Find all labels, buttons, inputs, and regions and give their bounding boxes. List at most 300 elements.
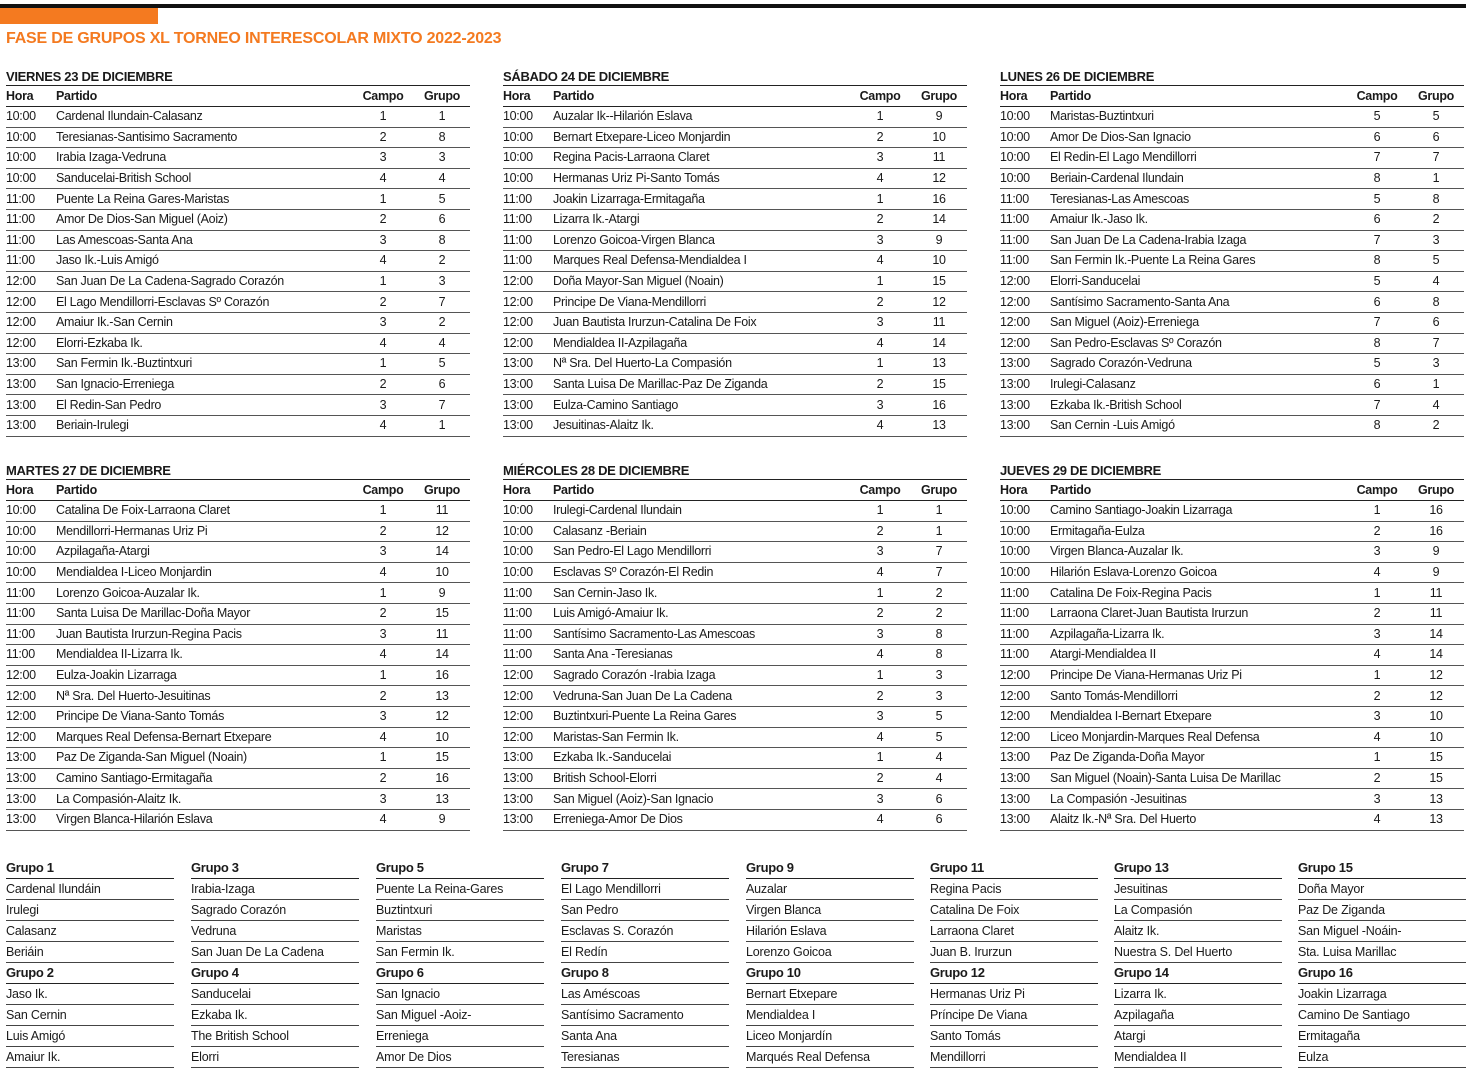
cell-campo: 4 [352,809,414,830]
cell-hora: 12:00 [1000,312,1050,333]
header-campo: Campo [1346,86,1408,107]
table-row [503,521,967,542]
table-row [503,374,967,395]
cell-partido: Amor De Dios-San Miguel (Aoiz) [56,209,352,230]
cell-partido: Elorri-Ezkaba Ik. [56,333,352,354]
header-campo: Campo [352,480,414,501]
group-item: Ezkaba Ik. [191,1005,359,1026]
cell-campo: 2 [849,292,911,313]
group-block [6,963,174,1068]
cell-hora: 13:00 [503,415,553,436]
cell-grupo: 7 [414,395,470,416]
table-row [503,809,967,830]
cell-grupo: 16 [414,665,470,686]
cell-hora: 12:00 [6,271,56,292]
cell-partido: Erreniega-Amor De Dios [553,809,849,830]
table-row [6,686,470,707]
cell-hora: 12:00 [503,727,553,748]
table-row [6,748,470,769]
cell-partido: Jaso Ik.-Luis Amigó [56,251,352,272]
table-row [1000,374,1464,395]
table-row [503,292,967,313]
group-item: San Fermin Ik. [376,942,544,963]
cell-grupo: 15 [1408,748,1464,769]
cell-hora: 11:00 [1000,189,1050,210]
cell-grupo: 13 [414,789,470,810]
table-row [1000,395,1464,416]
group-title: Grupo 3 [191,860,239,875]
top-rule [0,4,1466,8]
table-row [1000,189,1464,210]
cell-hora: 10:00 [6,168,56,189]
cell-grupo: 13 [911,354,967,375]
cell-partido: Principe De Viana-Santo Tomás [56,706,352,727]
cell-campo: 2 [1346,768,1408,789]
group-item: El Redín [561,942,729,963]
cell-campo: 1 [849,748,911,769]
table-row [1000,768,1464,789]
cell-hora: 13:00 [1000,395,1050,416]
cell-partido: Hilarión Eslava-Lorenzo Goicoa [1050,562,1346,583]
cell-partido: British School-Elorri [553,768,849,789]
cell-partido: El Lago Mendillorri-Esclavas Sº Corazón [56,292,352,313]
cell-partido: Beriain-Cardenal Ilundain [1050,168,1346,189]
table-row [503,415,967,436]
cell-hora: 12:00 [1000,292,1050,313]
cell-campo: 4 [1346,809,1408,830]
cell-grupo: 3 [1408,354,1464,375]
table-row [1000,127,1464,148]
cell-partido: Marques Real Defensa-Mendialdea I [553,251,849,272]
cell-partido: Hermanas Uriz Pi-Santo Tomás [553,168,849,189]
cell-campo: 1 [352,271,414,292]
cell-hora: 13:00 [6,374,56,395]
cell-campo: 1 [1346,583,1408,604]
group-item: El Lago Mendillorri [561,878,729,900]
cell-partido: Irabia Izaga-Vedruna [56,148,352,169]
group-item: Erreniega [376,1026,544,1047]
cell-campo: 4 [849,809,911,830]
cell-partido: San Cernin-Jaso Ik. [553,583,849,604]
cell-partido: Ezkaba Ik.-Sanducelai [553,748,849,769]
cell-partido: Liceo Monjardin-Marques Real Defensa [1050,727,1346,748]
cell-grupo: 16 [1408,501,1464,522]
table-row [503,727,967,748]
group-column [191,858,359,1068]
header-hora: Hora [503,480,553,501]
cell-campo: 1 [352,107,414,128]
group-item: Sagrado Corazón [191,900,359,921]
cell-partido: Azpilagaña-Atargi [56,542,352,563]
cell-hora: 12:00 [6,665,56,686]
cell-grupo: 4 [1408,395,1464,416]
table-row [1000,148,1464,169]
cell-grupo: 14 [414,645,470,666]
table-row [6,645,470,666]
group-title: Grupo 7 [561,860,609,875]
cell-partido: Sagrado Corazón -Irabia Izaga [553,665,849,686]
table-row [6,107,470,128]
cell-hora: 10:00 [1000,501,1050,522]
cell-hora: 10:00 [1000,521,1050,542]
cell-hora: 13:00 [6,748,56,769]
group-item: Beriáin [6,942,174,963]
table-row [1000,562,1464,583]
schedule-table [6,85,470,437]
cell-hora: 11:00 [503,645,553,666]
cell-hora: 11:00 [6,230,56,251]
table-row [6,251,470,272]
cell-hora: 10:00 [6,127,56,148]
cell-campo: 3 [1346,624,1408,645]
group-item: Joakin Lizarraga [1298,983,1466,1005]
cell-partido: Santo Tomás-Mendillorri [1050,686,1346,707]
cell-campo: 3 [352,542,414,563]
table-row [503,583,967,604]
cell-partido: Luis Amigó-Amaiur Ik. [553,603,849,624]
table-row [6,415,470,436]
table-row [503,333,967,354]
group-title: Grupo 4 [191,965,239,980]
group-item: Alaitz Ik. [1114,921,1282,942]
group-item: Nuestra S. Del Huerto [1114,942,1282,963]
group-item: San Ignacio [376,983,544,1005]
schedule-table [503,479,967,831]
table-row [6,809,470,830]
cell-partido: Joakin Lizarraga-Ermitagaña [553,189,849,210]
day-schedule [6,462,470,831]
header-partido: Partido [56,480,352,501]
group-item: Virgen Blanca [746,900,914,921]
cell-grupo: 1 [1408,374,1464,395]
cell-hora: 13:00 [503,374,553,395]
cell-grupo: 10 [1408,727,1464,748]
group-item: Eulza [1298,1047,1466,1068]
group-item: San Juan De La Cadena [191,942,359,963]
group-item: Teresianas [561,1047,729,1068]
header-hora: Hora [1000,86,1050,107]
cell-grupo: 12 [911,292,967,313]
cell-partido: Irulegi-Calasanz [1050,374,1346,395]
group-item: Regina Pacis [930,878,1098,900]
cell-grupo: 6 [911,809,967,830]
group-title: Grupo 11 [930,860,984,875]
cell-campo: 4 [352,727,414,748]
cell-partido: San Miguel (Aoiz)-San Ignacio [553,789,849,810]
cell-grupo: 16 [414,768,470,789]
group-block [746,858,914,963]
cell-partido: Bernart Etxepare-Liceo Monjardin [553,127,849,148]
cell-partido: Elorri-Sanducelai [1050,271,1346,292]
group-item: Mendialdea II [1114,1047,1282,1068]
cell-grupo: 2 [414,251,470,272]
cell-partido: Catalina De Foix-Regina Pacis [1050,583,1346,604]
cell-campo: 2 [849,686,911,707]
cell-grupo: 10 [1408,706,1464,727]
table-row [1000,542,1464,563]
cell-campo: 7 [1346,395,1408,416]
group-item: Las Améscoas [561,983,729,1005]
group-column [376,858,544,1068]
table-row [503,748,967,769]
cell-hora: 13:00 [1000,748,1050,769]
cell-partido: Santa Luisa De Marillac-Paz De Ziganda [553,374,849,395]
cell-campo: 5 [1346,189,1408,210]
group-title: Grupo 16 [1298,965,1353,980]
table-row [1000,748,1464,769]
table-row [503,230,967,251]
cell-partido: Mendialdea II-Azpilagaña [553,333,849,354]
cell-campo: 3 [849,230,911,251]
cell-grupo: 4 [911,768,967,789]
cell-hora: 12:00 [503,706,553,727]
group-item: Sta. Luisa Marillac [1298,942,1466,963]
cell-partido: Santa Ana -Teresianas [553,645,849,666]
day-title: LUNES 26 DE DICIEMBRE [1000,69,1155,84]
cell-hora: 12:00 [6,686,56,707]
cell-campo: 7 [1346,230,1408,251]
table-row [6,624,470,645]
cell-hora: 12:00 [6,706,56,727]
table-row [503,542,967,563]
table-row [1000,354,1464,375]
cell-hora: 11:00 [503,603,553,624]
group-item: Ermitagaña [1298,1026,1466,1047]
cell-hora: 12:00 [1000,271,1050,292]
group-item: Cardenal Ilundáin [6,878,174,900]
cell-hora: 13:00 [1000,415,1050,436]
cell-partido: Camino Santiago-Joakin Lizarraga [1050,501,1346,522]
table-row [6,271,470,292]
cell-hora: 13:00 [1000,354,1050,375]
cell-campo: 4 [352,645,414,666]
cell-campo: 8 [1346,415,1408,436]
cell-hora: 10:00 [503,168,553,189]
table-row [503,624,967,645]
cell-hora: 11:00 [1000,209,1050,230]
cell-campo: 8 [1346,251,1408,272]
page-title: FASE DE GRUPOS XL TORNEO INTERESCOLAR MIXTO 2022-2023 [6,30,502,47]
cell-campo: 2 [849,127,911,148]
cell-campo: 1 [849,583,911,604]
table-row [6,603,470,624]
group-item: San Miguel -Noáin- [1298,921,1466,942]
cell-campo: 1 [352,665,414,686]
group-item: Mendillorri [930,1047,1098,1068]
cell-hora: 10:00 [6,521,56,542]
cell-grupo: 8 [911,624,967,645]
cell-grupo: 4 [911,748,967,769]
schedule-table [503,85,967,437]
group-item: Esclavas S. Corazón [561,921,729,942]
cell-hora: 10:00 [503,127,553,148]
cell-partido: Juan Bautista Irurzun-Catalina De Foix [553,312,849,333]
cell-hora: 10:00 [1000,562,1050,583]
cell-grupo: 3 [911,686,967,707]
cell-campo: 4 [849,251,911,272]
cell-hora: 13:00 [6,354,56,375]
group-item: Luis Amigó [6,1026,174,1047]
cell-partido: San Ignacio-Erreniega [56,374,352,395]
cell-grupo: 9 [911,107,967,128]
cell-campo: 4 [849,415,911,436]
cell-grupo: 1 [414,107,470,128]
table-row [6,209,470,230]
schedule-table [1000,85,1464,437]
group-column [1298,858,1466,1068]
table-row [503,501,967,522]
cell-grupo: 11 [1408,603,1464,624]
cell-hora: 12:00 [6,727,56,748]
cell-grupo: 9 [1408,562,1464,583]
cell-campo: 3 [849,789,911,810]
cell-grupo: 1 [1408,168,1464,189]
cell-hora: 12:00 [6,333,56,354]
cell-campo: 4 [1346,645,1408,666]
cell-hora: 11:00 [1000,624,1050,645]
group-title: Grupo 2 [6,965,54,980]
cell-hora: 10:00 [6,501,56,522]
cell-campo: 2 [1346,521,1408,542]
cell-partido: San Cernin -Luis Amigó [1050,415,1346,436]
group-column [561,858,729,1068]
header-partido: Partido [553,480,849,501]
cell-partido: San Fermin Ik.-Buztintxuri [56,354,352,375]
group-block [191,963,359,1068]
cell-partido: Eulza-Camino Santiago [553,395,849,416]
cell-campo: 1 [352,748,414,769]
cell-partido: Maristas-Buztintxuri [1050,107,1346,128]
cell-partido: Calasanz -Beriain [553,521,849,542]
cell-grupo: 7 [911,542,967,563]
group-column [1114,858,1282,1068]
table-row [503,251,967,272]
header-grupo: Grupo [1408,480,1464,501]
table-row [1000,168,1464,189]
cell-grupo: 6 [911,789,967,810]
table-row [6,148,470,169]
group-block [376,963,544,1068]
cell-partido: El Redin-El Lago Mendillorri [1050,148,1346,169]
group-item: Liceo Monjardín [746,1026,914,1047]
group-item: Maristas [376,921,544,942]
cell-partido: Las Amescoas-Santa Ana [56,230,352,251]
cell-hora: 12:00 [6,312,56,333]
cell-hora: 12:00 [1000,706,1050,727]
cell-campo: 3 [352,789,414,810]
table-row [503,127,967,148]
cell-campo: 2 [352,686,414,707]
cell-partido: Auzalar Ik--Hilarión Eslava [553,107,849,128]
cell-grupo: 11 [911,312,967,333]
header-accent-bar [0,8,158,24]
cell-hora: 11:00 [6,189,56,210]
cell-grupo: 8 [414,127,470,148]
cell-grupo: 16 [1408,521,1464,542]
cell-hora: 10:00 [503,148,553,169]
cell-partido: El Redin-San Pedro [56,395,352,416]
cell-campo: 4 [352,251,414,272]
cell-campo: 7 [1346,312,1408,333]
cell-campo: 1 [1346,501,1408,522]
cell-hora: 10:00 [503,542,553,563]
cell-hora: 13:00 [503,354,553,375]
group-block [1298,858,1466,963]
cell-grupo: 12 [911,168,967,189]
cell-campo: 3 [849,148,911,169]
table-row [503,395,967,416]
cell-grupo: 5 [1408,107,1464,128]
cell-hora: 13:00 [503,809,553,830]
group-title: Grupo 5 [376,860,424,875]
cell-hora: 11:00 [1000,645,1050,666]
table-row [503,148,967,169]
group-item: Hilarión Eslava [746,921,914,942]
group-item: Irabia-Izaga [191,878,359,900]
cell-grupo: 11 [1408,583,1464,604]
cell-partido: Camino Santiago-Ermitagaña [56,768,352,789]
cell-hora: 11:00 [503,624,553,645]
cell-grupo: 7 [1408,333,1464,354]
cell-partido: San Pedro-El Lago Mendillorri [553,542,849,563]
header-grupo: Grupo [414,86,470,107]
cell-grupo: 8 [911,645,967,666]
cell-partido: Principe De Viana-Hermanas Uriz Pi [1050,665,1346,686]
cell-partido: Vedruna-San Juan De La Cadena [553,686,849,707]
group-block [561,963,729,1068]
cell-campo: 8 [1346,333,1408,354]
cell-grupo: 11 [414,624,470,645]
cell-grupo: 15 [911,271,967,292]
table-row [1000,107,1464,128]
group-item: Santísimo Sacramento [561,1005,729,1026]
group-block [561,858,729,963]
table-row [6,583,470,604]
table-row [1000,706,1464,727]
group-item: San Pedro [561,900,729,921]
group-item: Amaiur Ik. [6,1047,174,1068]
cell-grupo: 13 [911,415,967,436]
cell-partido: Juan Bautista Irurzun-Regina Pacis [56,624,352,645]
cell-partido: Irulegi-Cardenal Ilundain [553,501,849,522]
cell-partido: La Compasión-Alaitz Ik. [56,789,352,810]
cell-hora: 13:00 [6,789,56,810]
cell-partido: Nª Sra. Del Huerto-La Compasión [553,354,849,375]
cell-partido: Catalina De Foix-Larraona Claret [56,501,352,522]
cell-partido: Sagrado Corazón-Vedruna [1050,354,1346,375]
cell-campo: 1 [849,501,911,522]
table-row [503,271,967,292]
cell-hora: 12:00 [503,312,553,333]
group-item: Elorri [191,1047,359,1068]
cell-grupo: 2 [414,312,470,333]
cell-campo: 4 [352,333,414,354]
table-row [503,168,967,189]
cell-campo: 2 [1346,603,1408,624]
cell-partido: Cardenal Ilundain-Calasanz [56,107,352,128]
header-grupo: Grupo [911,86,967,107]
cell-campo: 1 [352,354,414,375]
day-title: MIÉRCOLES 28 DE DICIEMBRE [503,463,690,478]
cell-partido: Teresianas-Las Amescoas [1050,189,1346,210]
table-row [6,354,470,375]
cell-grupo: 7 [414,292,470,313]
table-row [503,665,967,686]
cell-partido: Lizarra Ik.-Atargi [553,209,849,230]
cell-hora: 10:00 [1000,107,1050,128]
cell-hora: 13:00 [503,395,553,416]
cell-hora: 10:00 [6,562,56,583]
